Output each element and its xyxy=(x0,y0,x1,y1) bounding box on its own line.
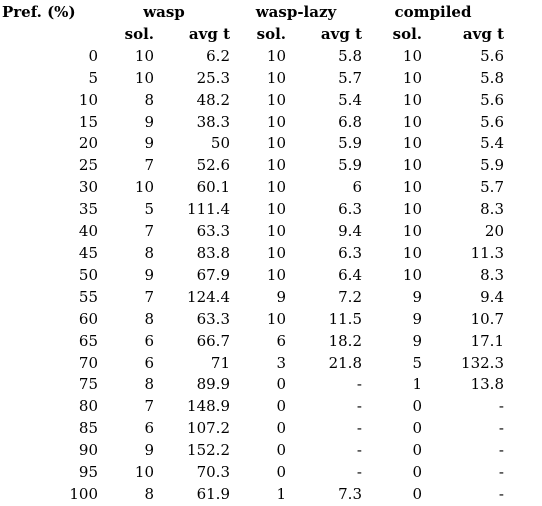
wasp-avg-cell: 60.1 xyxy=(196,178,230,197)
pref-cell: 20 xyxy=(78,134,98,153)
lazy-avg-cell: 5.8 xyxy=(338,46,362,65)
compiled-avg-cell: 10.7 xyxy=(470,309,504,328)
compiled-avg-cell: 9.4 xyxy=(480,287,504,306)
lazy-sol-cell: 10 xyxy=(266,178,286,197)
lazy-sol-cell: 0 xyxy=(276,397,286,416)
compiled-avg-cell: 20 xyxy=(484,222,504,241)
lazy-avg-cell: 6 xyxy=(352,178,362,197)
lazy-avg-cell: 7.2 xyxy=(338,287,362,306)
compiled-avg-cell: - xyxy=(498,463,504,482)
lazy-sol-cell: 10 xyxy=(266,68,286,87)
lazy-avg-cell: 5.4 xyxy=(338,90,362,109)
compiled-avg-cell: 17.1 xyxy=(470,331,504,350)
wasp-sol-cell: 7 xyxy=(144,287,154,306)
compiled-avg-cell: 5.8 xyxy=(480,68,504,87)
pref-cell: 75 xyxy=(78,375,98,394)
lazy-avg-cell: 7.3 xyxy=(338,484,362,503)
wasp-avg-cell: 38.3 xyxy=(196,112,230,131)
wasp-sol-cell: 7 xyxy=(144,222,154,241)
compiled-sol-cell: 9 xyxy=(412,331,422,350)
wasp-sol-cell: 8 xyxy=(144,484,154,503)
compiled-avg-cell: 5.6 xyxy=(480,46,504,65)
lazy-sol-cell: 3 xyxy=(276,353,286,372)
wasp-sol-cell: 6 xyxy=(144,419,154,438)
wasp-avg-cell: 107.2 xyxy=(187,419,230,438)
compiled-avg-cell: 5.7 xyxy=(480,178,504,197)
sub-header-lazy-sol: sol. xyxy=(256,24,286,43)
wasp-sol-cell: 10 xyxy=(134,68,154,87)
compiled-sol-cell: 0 xyxy=(412,484,422,503)
compiled-sol-cell: 0 xyxy=(412,419,422,438)
wasp-sol-cell: 8 xyxy=(144,309,154,328)
compiled-sol-cell: 10 xyxy=(402,222,422,241)
sub-header-row xyxy=(0,24,504,46)
wasp-avg-cell: 48.2 xyxy=(196,90,230,109)
wasp-sol-cell: 6 xyxy=(144,331,154,350)
compiled-avg-cell: - xyxy=(498,484,504,503)
table-row xyxy=(0,90,504,112)
lazy-sol-cell: 10 xyxy=(266,200,286,219)
wasp-sol-cell: 9 xyxy=(144,112,154,131)
lazy-avg-cell: 5.9 xyxy=(338,134,362,153)
pref-cell: 15 xyxy=(78,112,98,131)
wasp-avg-cell: 6.2 xyxy=(206,46,230,65)
wasp-avg-cell: 124.4 xyxy=(187,287,230,306)
compiled-avg-cell: - xyxy=(498,419,504,438)
compiled-sol-cell: 0 xyxy=(412,441,422,460)
table-row xyxy=(0,243,504,265)
results-table xyxy=(0,2,504,506)
wasp-avg-cell: 148.9 xyxy=(187,397,230,416)
wasp-sol-cell: 5 xyxy=(144,200,154,219)
wasp-sol-cell: 9 xyxy=(144,134,154,153)
compiled-avg-cell: 5.9 xyxy=(480,156,504,175)
pref-cell: 25 xyxy=(78,156,98,175)
lazy-avg-cell: 6.3 xyxy=(338,200,362,219)
pref-cell: 90 xyxy=(78,441,98,460)
pref-cell: 50 xyxy=(78,265,98,284)
table-row xyxy=(0,155,504,177)
table-row xyxy=(0,287,504,309)
compiled-avg-cell: 8.3 xyxy=(480,200,504,219)
wasp-avg-cell: 63.3 xyxy=(196,309,230,328)
compiled-avg-cell: 8.3 xyxy=(480,265,504,284)
pref-cell: 0 xyxy=(88,46,98,65)
wasp-avg-cell: 70.3 xyxy=(196,463,230,482)
wasp-sol-cell: 10 xyxy=(134,463,154,482)
lazy-avg-cell: 6.4 xyxy=(338,265,362,284)
sub-header-empty xyxy=(0,24,98,46)
table-row xyxy=(0,46,504,68)
lazy-sol-cell: 6 xyxy=(276,331,286,350)
compiled-sol-cell: 10 xyxy=(402,134,422,153)
compiled-sol-cell: 10 xyxy=(402,112,422,131)
table-body xyxy=(0,46,504,506)
wasp-sol-cell: 9 xyxy=(144,441,154,460)
wasp-avg-cell: 111.4 xyxy=(187,200,230,219)
lazy-sol-cell: 0 xyxy=(276,463,286,482)
pref-cell: 70 xyxy=(78,353,98,372)
compiled-sol-cell: 9 xyxy=(412,309,422,328)
wasp-sol-cell: 8 xyxy=(144,375,154,394)
lazy-avg-cell: - xyxy=(356,397,362,416)
pref-cell: 65 xyxy=(78,331,98,350)
lazy-avg-cell: 6.8 xyxy=(338,112,362,131)
lazy-sol-cell: 10 xyxy=(266,90,286,109)
lazy-sol-cell: 1 xyxy=(276,484,286,503)
lazy-sol-cell: 10 xyxy=(266,46,286,65)
pref-cell: 60 xyxy=(78,309,98,328)
group-header-compiled: compiled xyxy=(394,3,472,21)
lazy-sol-cell: 10 xyxy=(266,134,286,153)
compiled-sol-cell: 10 xyxy=(402,265,422,284)
lazy-sol-cell: 10 xyxy=(266,222,286,241)
lazy-sol-cell: 9 xyxy=(276,287,286,306)
compiled-avg-cell: 132.3 xyxy=(461,353,504,372)
compiled-sol-cell: 10 xyxy=(402,90,422,109)
table-row xyxy=(0,177,504,199)
pref-cell: 85 xyxy=(78,419,98,438)
lazy-sol-cell: 10 xyxy=(266,243,286,262)
pref-cell: 45 xyxy=(78,243,98,262)
lazy-sol-cell: 0 xyxy=(276,375,286,394)
lazy-sol-cell: 10 xyxy=(266,265,286,284)
compiled-sol-cell: 0 xyxy=(412,397,422,416)
wasp-avg-cell: 52.6 xyxy=(196,156,230,175)
sub-header-compiled-sol: sol. xyxy=(392,24,422,43)
wasp-avg-cell: 63.3 xyxy=(196,222,230,241)
compiled-sol-cell: 10 xyxy=(402,200,422,219)
table-row xyxy=(0,396,504,418)
lazy-avg-cell: 6.3 xyxy=(338,243,362,262)
compiled-avg-cell: - xyxy=(498,397,504,416)
wasp-sol-cell: 7 xyxy=(144,156,154,175)
wasp-sol-cell: 10 xyxy=(134,178,154,197)
compiled-avg-cell: - xyxy=(498,441,504,460)
pref-cell: 80 xyxy=(78,397,98,416)
lazy-avg-cell: 5.9 xyxy=(338,156,362,175)
pref-cell: 30 xyxy=(78,178,98,197)
table-row xyxy=(0,309,504,331)
pref-cell: 10 xyxy=(78,90,98,109)
pref-cell: 35 xyxy=(78,200,98,219)
table-row xyxy=(0,374,504,396)
compiled-sol-cell: 10 xyxy=(402,46,422,65)
table-row xyxy=(0,331,504,353)
table-row xyxy=(0,133,504,155)
lazy-avg-cell: - xyxy=(356,441,362,460)
lazy-sol-cell: 10 xyxy=(266,156,286,175)
group-header-row xyxy=(0,2,504,24)
wasp-sol-cell: 9 xyxy=(144,265,154,284)
wasp-sol-cell: 8 xyxy=(144,90,154,109)
group-header-wasp: wasp xyxy=(143,3,185,21)
table-row xyxy=(0,418,504,440)
lazy-avg-cell: 18.2 xyxy=(328,331,362,350)
table-row xyxy=(0,265,504,287)
wasp-avg-cell: 61.9 xyxy=(196,484,230,503)
wasp-avg-cell: 83.8 xyxy=(196,243,230,262)
wasp-avg-cell: 66.7 xyxy=(196,331,230,350)
table-row xyxy=(0,353,504,375)
lazy-avg-cell: 9.4 xyxy=(338,222,362,241)
sub-header-wasp-avg: avg t xyxy=(188,24,230,43)
wasp-avg-cell: 25.3 xyxy=(196,68,230,87)
lazy-sol-cell: 10 xyxy=(266,309,286,328)
lazy-sol-cell: 0 xyxy=(276,419,286,438)
table-row xyxy=(0,68,504,90)
compiled-sol-cell: 10 xyxy=(402,243,422,262)
lazy-avg-cell: - xyxy=(356,419,362,438)
compiled-avg-cell: 11.3 xyxy=(470,243,504,262)
wasp-avg-cell: 71 xyxy=(210,353,230,372)
sub-header-wasp-sol: sol. xyxy=(124,24,154,43)
compiled-sol-cell: 10 xyxy=(402,156,422,175)
compiled-avg-cell: 5.4 xyxy=(480,134,504,153)
lazy-avg-cell: 21.8 xyxy=(328,353,362,372)
compiled-sol-cell: 0 xyxy=(412,463,422,482)
wasp-sol-cell: 10 xyxy=(134,46,154,65)
sub-header-compiled-avg: avg t xyxy=(462,24,504,43)
pref-cell: 40 xyxy=(78,222,98,241)
pref-cell: 5 xyxy=(88,68,98,87)
table-row xyxy=(0,221,504,243)
compiled-avg-cell: 5.6 xyxy=(480,90,504,109)
compiled-sol-cell: 5 xyxy=(412,353,422,372)
lazy-sol-cell: 0 xyxy=(276,441,286,460)
compiled-sol-cell: 10 xyxy=(402,178,422,197)
pref-cell: 55 xyxy=(78,287,98,306)
lazy-avg-cell: 11.5 xyxy=(328,309,362,328)
lazy-avg-cell: - xyxy=(356,463,362,482)
pref-cell: 95 xyxy=(78,463,98,482)
lazy-avg-cell: 5.7 xyxy=(338,68,362,87)
wasp-avg-cell: 152.2 xyxy=(187,441,230,460)
compiled-avg-cell: 13.8 xyxy=(470,375,504,394)
compiled-sol-cell: 10 xyxy=(402,68,422,87)
group-header-wasp-lazy: wasp-lazy xyxy=(255,3,337,21)
table-row xyxy=(0,484,504,506)
wasp-avg-cell: 67.9 xyxy=(196,265,230,284)
sub-header-lazy-avg: avg t xyxy=(320,24,362,43)
wasp-sol-cell: 6 xyxy=(144,353,154,372)
preference-header: Pref. (%) xyxy=(2,3,76,21)
compiled-avg-cell: 5.6 xyxy=(480,112,504,131)
table-row xyxy=(0,199,504,221)
compiled-sol-cell: 9 xyxy=(412,287,422,306)
lazy-sol-cell: 10 xyxy=(266,112,286,131)
wasp-avg-cell: 50 xyxy=(210,134,230,153)
pref-cell: 100 xyxy=(69,484,98,503)
wasp-avg-cell: 89.9 xyxy=(196,375,230,394)
wasp-sol-cell: 8 xyxy=(144,243,154,262)
wasp-sol-cell: 7 xyxy=(144,397,154,416)
lazy-avg-cell: - xyxy=(356,375,362,394)
table-row xyxy=(0,112,504,134)
table-row xyxy=(0,440,504,462)
compiled-sol-cell: 1 xyxy=(412,375,422,394)
